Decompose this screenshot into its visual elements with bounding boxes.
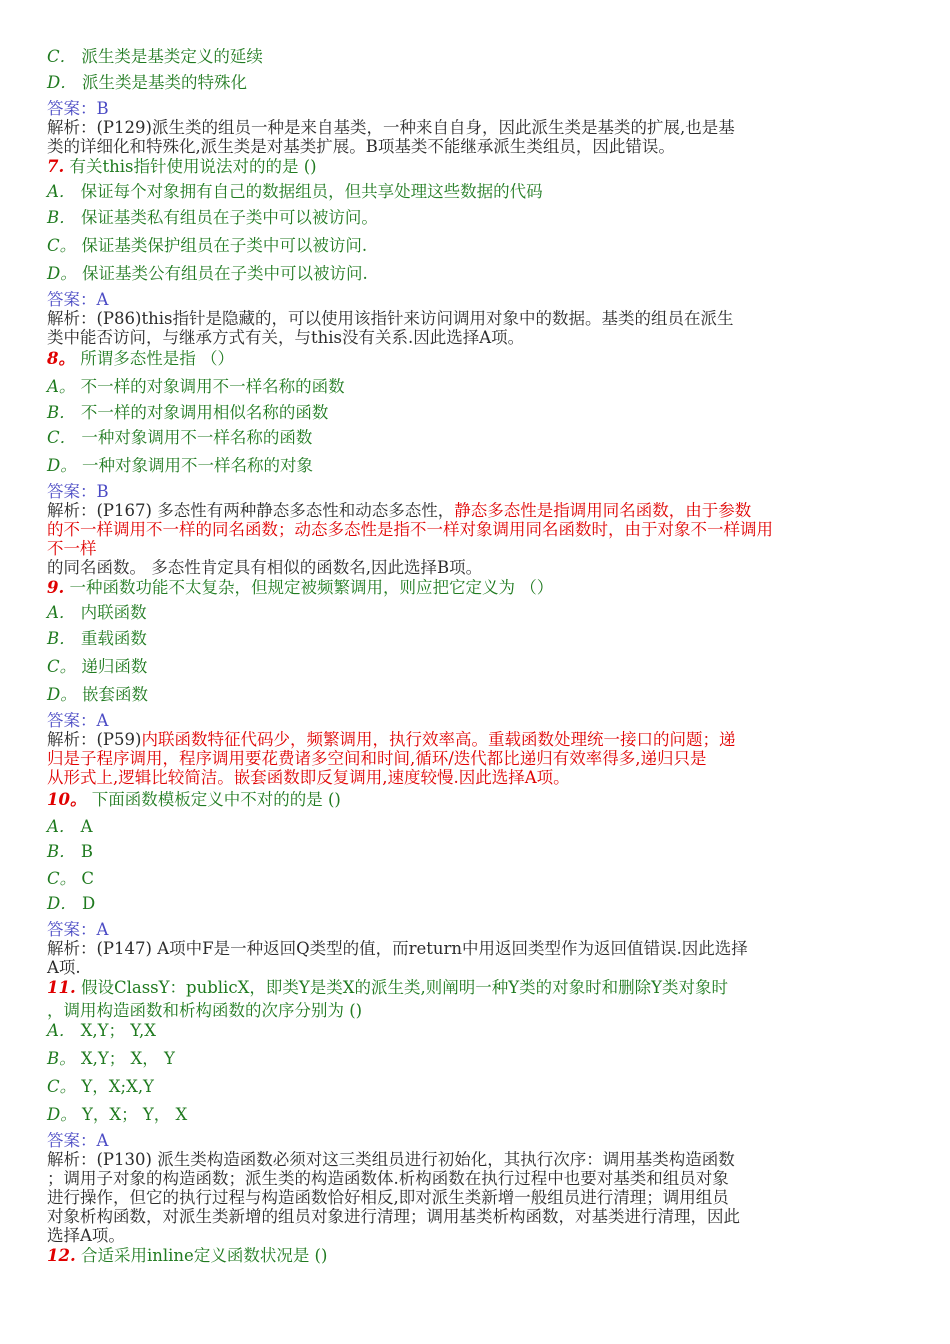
line-text: 解析：(P167) 多态性有两种静态多态性和动态多态性， [47,501,455,520]
option-line [47,1105,187,1124]
line-text: 内联函数 [75,603,147,622]
line-text: 静态多态性是指调用同名函数，由于参数 [454,501,752,520]
question-line [47,978,728,997]
analysis-line [47,768,570,787]
question-number: 8。 [47,349,75,368]
analysis-line [47,539,97,558]
line-text: 派生类是基类的特殊化 [76,73,247,92]
option-letter: A． [47,817,76,836]
line-text: 类的详细化和特殊化,派生类是对基类扩展。B项基类不能继承派生类组员，因此错误。 [47,137,675,156]
line-text: 从形式上,逻辑比较简洁。嵌套函数即反复调用,速度较慢.因此选择A项。 [47,768,570,787]
line-text: 假设ClassY：publicX，即类Y是类X的派生类,则阐明一种Y类的对象时和删除Y类对象时 [75,978,728,997]
option-line [47,403,328,422]
line-text: 派生类是基类定义的延续 [76,47,263,66]
option-letter: D。 [47,456,77,475]
analysis-line [47,1150,735,1169]
option-letter: C。 [47,1077,77,1096]
line-text: 归是子程序调用，程序调用要花费诸多空间和时间,循环/迭代都比递归有效率得多,递归只是 [47,749,707,768]
answer-line [47,711,108,730]
line-text: 答案：A [47,290,109,309]
option-line [47,428,312,447]
analysis-line [47,958,81,977]
analysis-line [47,1226,125,1245]
line-text: 保证基类私有组员在子类中可以被访问。 [75,208,378,227]
question-line [47,578,553,597]
option-line [47,603,147,622]
option-letter: C。 [47,869,77,888]
answer-line [47,920,108,939]
option-line [47,1077,154,1096]
line-text: 答案：A [47,920,109,939]
option-letter: B． [47,208,76,227]
question-number: 7. [47,157,65,176]
option-letter: D． [47,73,77,92]
option-line [47,208,378,227]
option-line [47,47,263,66]
line-text: 重载函数 [75,629,147,648]
line-text: 选择A项。 [47,1226,125,1245]
option-letter: C． [47,47,77,66]
analysis-line [47,1188,729,1207]
line-text: 解析：(P147) A项中F是一种返回Q类型的值，而return中用返回类型作为返回值错误.因此选择 [47,939,748,958]
option-line [47,456,313,475]
option-letter: A． [47,603,76,622]
question-line [47,1001,362,1020]
line-text: X,Y； X， Y [75,1049,175,1068]
option-line [47,629,147,648]
line-text: 答案：A [47,711,109,730]
line-text: Y，X;X,Y [76,1077,154,1096]
line-text: 不一样的对象调用不一样名称的函数 [75,377,345,396]
answer-line [47,1131,108,1150]
line-text: 不一样的对象调用相似名称的函数 [75,403,329,422]
question-line [47,349,234,368]
line-text: 类中能否访问，与继承方式有关，与this没有关系.因此选择A项。 [47,328,525,347]
line-text: A项. [47,958,81,977]
option-letter: C． [47,428,77,447]
option-line [47,1049,175,1068]
line-text: ；调用子对象的构造函数；派生类的构造函数体.析构函数在执行过程中也要对基类和组员对象 [47,1169,729,1188]
option-line [47,685,148,704]
option-letter: C。 [47,657,77,676]
question-line [47,157,317,176]
line-text: ，调用构造函数和析构函数的次序分别为 () [47,1001,363,1020]
line-text: Y，X； Y， X [76,1105,188,1124]
line-text: 的不一样调用不一样的同名函数；动态多态性是指不一样对象调用同名函数时，由于对象不一样调用 [47,520,773,539]
question-line [47,790,341,809]
analysis-line [47,939,748,958]
analysis-line [47,328,524,347]
line-text: 内联函数特征代码少，频繁调用，执行效率高。重载函数处理统一接口的问题；递 [141,730,736,749]
analysis-line [47,118,735,137]
line-text: 有关this指针使用说法对的的是 () [64,157,317,176]
option-line [47,1021,156,1040]
line-text: 保证每个对象拥有自己的数据组员，但共享处理这些数据的代码 [75,182,543,201]
option-letter: D。 [47,1105,77,1124]
line-text: A [75,817,93,836]
question-number: 11. [47,978,76,997]
analysis-line [47,558,482,577]
line-text: 保证基类保护组员在子类中可以被访问. [76,236,368,255]
line-text: 一种对象调用不一样名称的函数 [76,428,313,447]
option-line [47,894,95,913]
line-text: 下面函数模板定义中不对的的是 () [86,790,341,809]
line-text: 嵌套函数 [76,685,148,704]
analysis-line [47,137,675,156]
option-letter: B． [47,842,76,861]
option-letter: A． [47,182,76,201]
analysis-line [47,1169,729,1188]
option-letter: D． [47,894,77,913]
option-letter: B。 [47,1049,76,1068]
line-text: 不一样 [47,539,97,558]
option-line [47,264,368,283]
line-text: 保证基类公有组员在子类中可以被访问. [76,264,368,283]
option-line [47,236,367,255]
option-line [47,657,147,676]
line-text: D [76,894,96,913]
option-letter: A。 [47,377,76,396]
line-text: 所谓多态性是指 （） [74,349,234,368]
line-text: 的同名函数。 多态性肯定具有相似的函数名,因此选择B项。 [47,558,483,577]
option-line [47,73,247,92]
analysis-line [47,520,773,539]
option-line [47,817,93,836]
question-number: 9. [47,578,65,597]
line-text: 合适采用inline定义函数状况是 () [75,1246,328,1265]
line-text: 对象析构函数，对派生类新增的组员对象进行清理；调用基类析构函数，对基类进行清理，因此 [47,1207,740,1226]
question-number: 10。 [47,790,87,809]
analysis-line [47,1207,740,1226]
line-text: 答案：B [47,482,109,501]
line-text: 解析：(P129)派生类的组员一种是来自基类，一种来自自身，因此派生类是基类的扩展,也是基 [47,118,735,137]
line-text: 答案：A [47,1131,109,1150]
option-letter: B． [47,403,76,422]
option-letter: C。 [47,236,77,255]
option-line [47,377,345,396]
option-line [47,182,543,201]
answer-line [47,99,109,118]
analysis-line [47,309,733,328]
line-text: 答案：B [47,99,109,118]
line-text: 一种对象调用不一样名称的对象 [76,456,313,475]
line-text: C [76,869,94,888]
line-text: 一种函数功能不太复杂，但规定被频繁调用，则应把它定义为 （） [64,578,554,597]
line-text: 解析：(P86)this指针是隐藏的，可以使用该指针来访问调用对象中的数据。基类的组员在派生 [47,309,734,328]
line-text: 递归函数 [76,657,148,676]
option-line [47,869,94,888]
line-text: 进行操作，但它的执行过程与构造函数恰好相反,即对派生类新增一般组员进行清理；调用组员 [47,1188,729,1207]
line-text: 解析：(P130) 派生类构造函数必须对这三类组员进行初始化，其执行次序：调用基类构造函数 [47,1150,735,1169]
line-text: 解析：(P59) [47,730,142,749]
analysis-line [47,501,751,520]
analysis-line [47,749,707,768]
option-letter: A． [47,1021,76,1040]
analysis-line [47,730,735,749]
question-number: 12. [47,1246,76,1265]
answer-line [47,290,108,309]
line-text: B [75,842,94,861]
option-letter: D。 [47,264,77,283]
line-text: X,Y； Y,X [75,1021,157,1040]
option-letter: D。 [47,685,77,704]
option-line [47,842,93,861]
answer-line [47,482,109,501]
question-line [47,1246,327,1265]
option-letter: B． [47,629,76,648]
